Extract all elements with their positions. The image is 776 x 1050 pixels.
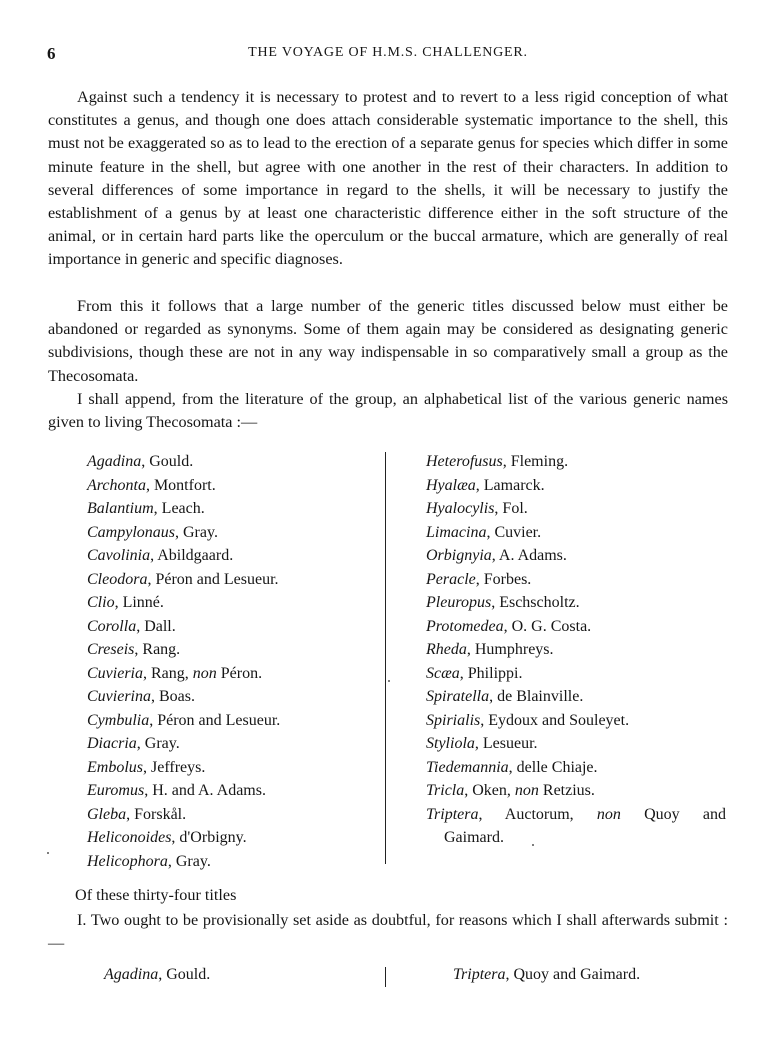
genus-authority: , Lesueur.: [474, 735, 538, 752]
genus-entry: [87, 521, 377, 545]
genus-name: Peracle: [426, 570, 476, 588]
genus-authority: , Forbes.: [475, 570, 532, 588]
genus-entry: [426, 615, 726, 639]
genus-entry: [87, 850, 377, 874]
genus-name: Helicophora: [87, 852, 168, 870]
genus-name: Rheda: [426, 641, 467, 658]
genus-authority: Péron.: [216, 664, 263, 682]
genus-name: Embolus: [87, 758, 143, 776]
body-paragraph: Against such a tendency it is necessary to protest and to revert to a less rigid conception of what constitutes a genus, and though one does attach considerable systematic importance to the shell, this must not be exaggerated so as to lead to the erection of a separate genus for species which differ in some minute feature in the shell, but agree with one another in the rest of their characters. In addition to several differences of some importance in regard to the shells, it will be necessary to justify the establishment of a genus by at least one characteristic difference either in the soft structure of the animal, or in certain hard parts like the operculum or the buccal armature, which are generally of real importance in generic and specific diagnoses.: [48, 88, 728, 269]
column-divider: [385, 967, 386, 987]
genus-name: Corolla: [87, 617, 137, 635]
print-speck: [532, 844, 534, 846]
genus-name: Spirialis: [426, 711, 481, 729]
body-paragraph: I shall append, from the literature of the group, an alphabetical list of the various generic names given to living Thecosomata :—: [48, 390, 728, 432]
point-one-paragraph: I. Two ought to be provisionally set aside as doubtful, for reasons which I shall afterwards submit :—: [48, 911, 728, 953]
genus-entry: [87, 779, 377, 803]
genus-name: Cleodora: [87, 570, 148, 588]
genus-name: Scæa: [426, 664, 460, 682]
genus-name: Cuvierina: [87, 688, 151, 705]
genus-entry: [426, 685, 726, 709]
genus-name: Diacria: [87, 735, 137, 752]
genus-name: Cymbulia: [87, 711, 150, 729]
genus-name: Triptera: [426, 805, 479, 823]
genus-authority: , Auctorum,: [478, 805, 597, 823]
genus-entry: [426, 638, 726, 662]
genus-name: Archonta: [87, 476, 146, 494]
summary-line: Of these thirty-four titles: [75, 886, 237, 904]
genus-authority: , Gray.: [136, 735, 180, 752]
genus-name: Protomedea: [426, 617, 504, 635]
genus-entry: [426, 591, 726, 615]
genus-name: Orbignyia: [426, 547, 492, 564]
genus-name: Cuvieria: [87, 664, 143, 682]
genus-name: Pleuropus: [426, 594, 492, 611]
genus-name: Creseis: [87, 641, 135, 658]
genus-authority: , Rang,: [143, 664, 193, 682]
genus-authority: , Humphreys.: [466, 641, 554, 658]
genus-authority: , Fleming.: [502, 453, 569, 470]
genus-authority: , Jeffreys.: [143, 758, 206, 776]
genus-entry: [426, 497, 726, 521]
genus-name: Heterofusus: [426, 453, 503, 470]
genus-entry: [87, 803, 377, 827]
genus-name: Clio: [87, 594, 115, 611]
genus-authority: , Dall.: [136, 617, 176, 635]
genus-entry: [87, 568, 377, 592]
genera-list-left: [87, 450, 377, 873]
genus-authority-continuation: Gaimard.: [444, 829, 504, 846]
genus-authority: , Montfort.: [145, 476, 216, 494]
genus-authority: , Abildgaard.: [150, 547, 234, 564]
genus-authority: , Leach.: [153, 500, 205, 517]
genus-name: Agadina: [87, 453, 142, 470]
genus-entry: [87, 709, 377, 733]
genus-authority: , A. Adams.: [491, 547, 567, 564]
genus-entry: [426, 521, 726, 545]
genus-name: Triptera: [453, 966, 506, 983]
genus-entry: [426, 662, 726, 686]
genus-name: Hyalæa: [426, 476, 476, 494]
genus-entry: [87, 544, 377, 568]
genus-entry: [87, 474, 377, 498]
genus-authority: , Gray.: [175, 523, 218, 541]
genus-entry: [426, 544, 726, 568]
genus-authority: , Forskål.: [126, 805, 187, 823]
genus-authority: , Oken,: [464, 782, 515, 799]
genus-entry: [426, 450, 726, 474]
genus-name: Cavolinia: [87, 547, 151, 564]
genus-authority: , delle Chiaje.: [508, 758, 598, 776]
genus-authority: , Gould.: [158, 966, 211, 983]
genus-authority: Quoy and: [620, 805, 726, 823]
genus-entry: [87, 756, 377, 780]
genus-entry: [426, 779, 726, 803]
page-number: 6: [47, 44, 56, 63]
doubtful-genus-left: [104, 966, 210, 984]
genus-note: non: [514, 782, 539, 799]
genus-entry: [426, 474, 726, 498]
genus-authority: , Gray.: [167, 852, 211, 870]
genus-entry: [87, 591, 377, 615]
genus-authority: , Linné.: [114, 594, 164, 611]
genus-name: Tricla: [426, 782, 465, 799]
genus-name: Styliola: [426, 735, 475, 752]
genus-entry: [426, 756, 726, 780]
genus-name: Heliconoides: [87, 829, 172, 846]
genus-entry: [87, 615, 377, 639]
genus-entry: [87, 662, 377, 686]
genus-note: non: [596, 805, 621, 823]
genus-entry: [87, 732, 377, 756]
genus-authority: , Eydoux and Souleyet.: [480, 711, 630, 729]
genus-authority: , Rang.: [134, 641, 181, 658]
genus-note: non: [192, 664, 217, 682]
genus-entry: [87, 450, 377, 474]
genus-authority: , O. G. Costa.: [503, 617, 592, 635]
genus-entry: [87, 685, 377, 709]
genus-entry: [426, 803, 726, 850]
genus-authority: , Péron and Lesueur.: [149, 711, 281, 729]
genus-authority: , Lamarck.: [475, 476, 545, 494]
genus-authority: , Gould.: [141, 453, 194, 470]
genus-authority: , Quoy and Gaimard.: [505, 966, 641, 983]
genus-authority: , H. and A. Adams.: [144, 782, 266, 799]
genus-entry: [426, 568, 726, 592]
genus-authority: , Eschscholtz.: [491, 594, 580, 611]
running-title: THE VOYAGE OF H.M.S. CHALLENGER.: [248, 45, 528, 60]
genus-name: Agadina: [104, 966, 159, 983]
genus-name: Euromus: [87, 782, 145, 799]
genus-authority: , Fol.: [494, 500, 528, 517]
genus-name: Spiratella: [426, 688, 490, 705]
genus-authority: , Péron and Lesueur.: [147, 570, 279, 588]
genus-entry: [87, 638, 377, 662]
genus-name: Hyalocylis: [426, 500, 495, 517]
genus-name: Tiedemannia: [426, 758, 509, 776]
genus-authority: , de Blainville.: [489, 688, 584, 705]
doubtful-genus-right: [453, 966, 640, 984]
genus-authority: , Cuvier.: [486, 523, 542, 541]
genus-authority: , Philippi.: [459, 664, 523, 682]
genus-authority: Retzius.: [538, 782, 595, 799]
genus-entry: [426, 732, 726, 756]
genus-name: Limacina: [426, 523, 487, 541]
genus-authority: , d'Orbigny.: [171, 829, 247, 846]
genus-entry: [87, 826, 377, 850]
genus-entry: [87, 497, 377, 521]
genus-entry: [426, 709, 726, 733]
body-paragraph: From this it follows that a large number of the generic titles discussed below must either be abandoned or regarded as synonyms. Some of them again may be considered as designating generic subdivisions, though these are not in any way indispensable in so comparatively small a group as the Thecosomata.: [48, 297, 728, 385]
genus-name: Balantium: [87, 500, 154, 517]
print-speck: [47, 852, 49, 854]
genus-authority: , Boas.: [151, 688, 195, 705]
column-divider: [385, 452, 386, 864]
genera-list-right: [426, 450, 726, 850]
print-speck: [388, 680, 390, 682]
genus-name: Gleba: [87, 805, 127, 823]
genus-name: Campylonaus: [87, 523, 175, 541]
